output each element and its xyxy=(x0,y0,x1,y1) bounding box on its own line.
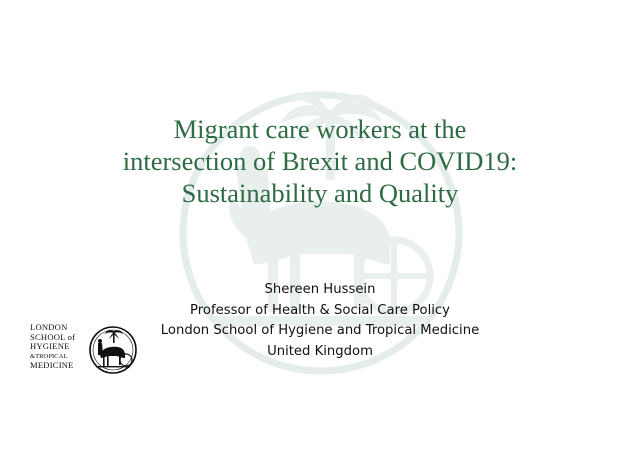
logo-seal-icon xyxy=(88,325,138,375)
logo-line-1: LONDON xyxy=(30,322,68,332)
logo-line-2: SCHOOL of xyxy=(30,331,76,342)
logo-wordmark xyxy=(30,323,90,371)
title-line-3: Sustainability and Quality xyxy=(181,178,459,208)
slide-title xyxy=(60,113,580,209)
logo-line-3: HYGIENE xyxy=(30,341,70,351)
author-country: United Kingdom xyxy=(267,343,373,359)
author-institution: London School of Hygiene and Tropical Medicine xyxy=(160,323,480,338)
lshtm-logo xyxy=(30,323,140,377)
title-line-2: intersection of Brexit and COVID19: xyxy=(122,146,518,176)
author-name: Shereen Hussein xyxy=(264,282,376,297)
logo-line-4: &TROPICAL xyxy=(30,352,68,360)
logo-line-5: MEDICINE xyxy=(30,360,74,370)
author-block xyxy=(100,280,540,362)
title-line-1: Migrant care workers at the xyxy=(173,114,467,144)
author-position: Professor of Health & Social Care Policy xyxy=(190,302,450,318)
